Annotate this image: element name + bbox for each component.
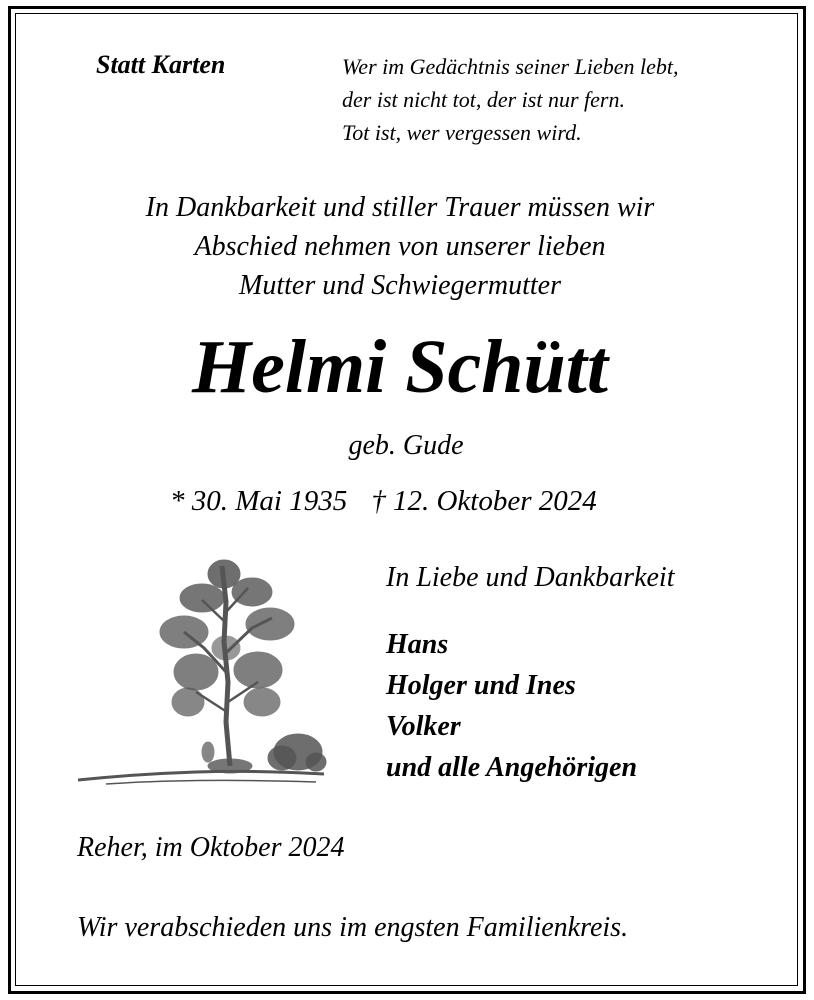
- statt-karten-label: Statt Karten: [96, 50, 226, 79]
- intro-line: Mutter und Schwiegermutter: [239, 270, 561, 301]
- quote-line: der ist nicht tot, der ist nur fern.: [342, 87, 625, 112]
- deceased-name: Helmi Schütt: [192, 325, 608, 409]
- place-date: Reher, im Oktober 2024: [77, 832, 345, 863]
- quote-line: Tot ist, wer vergessen wird.: [342, 120, 582, 145]
- birth-date: * 30. Mai 1935: [170, 485, 348, 517]
- mourner-name: und alle Angehörigen: [386, 752, 638, 783]
- intro-line: Abschied nehmen von unserer lieben: [194, 231, 606, 262]
- death-date: † 12. Oktober 2024: [371, 485, 597, 517]
- memorial-quote: [342, 50, 678, 149]
- birth-name: geb. Gude: [348, 430, 464, 461]
- love-line: In Liebe und Dankbarkeit: [386, 562, 675, 593]
- mourner-name: Holger und Ines: [386, 670, 576, 701]
- life-dates: [170, 485, 597, 518]
- mourner-name: Volker: [386, 711, 461, 742]
- intro-line: In Dankbarkeit und stiller Trauer müssen wir: [145, 192, 655, 223]
- closing-note: Wir verabschieden uns im engsten Familienkreis.: [77, 912, 629, 943]
- quote-line: Wer im Gedächtnis seiner Lieben lebt,: [342, 54, 679, 79]
- intro-text: [0, 188, 800, 305]
- mourners-list: [386, 624, 637, 788]
- birch-tree-icon: [76, 552, 328, 792]
- mourner-name: Hans: [386, 629, 449, 660]
